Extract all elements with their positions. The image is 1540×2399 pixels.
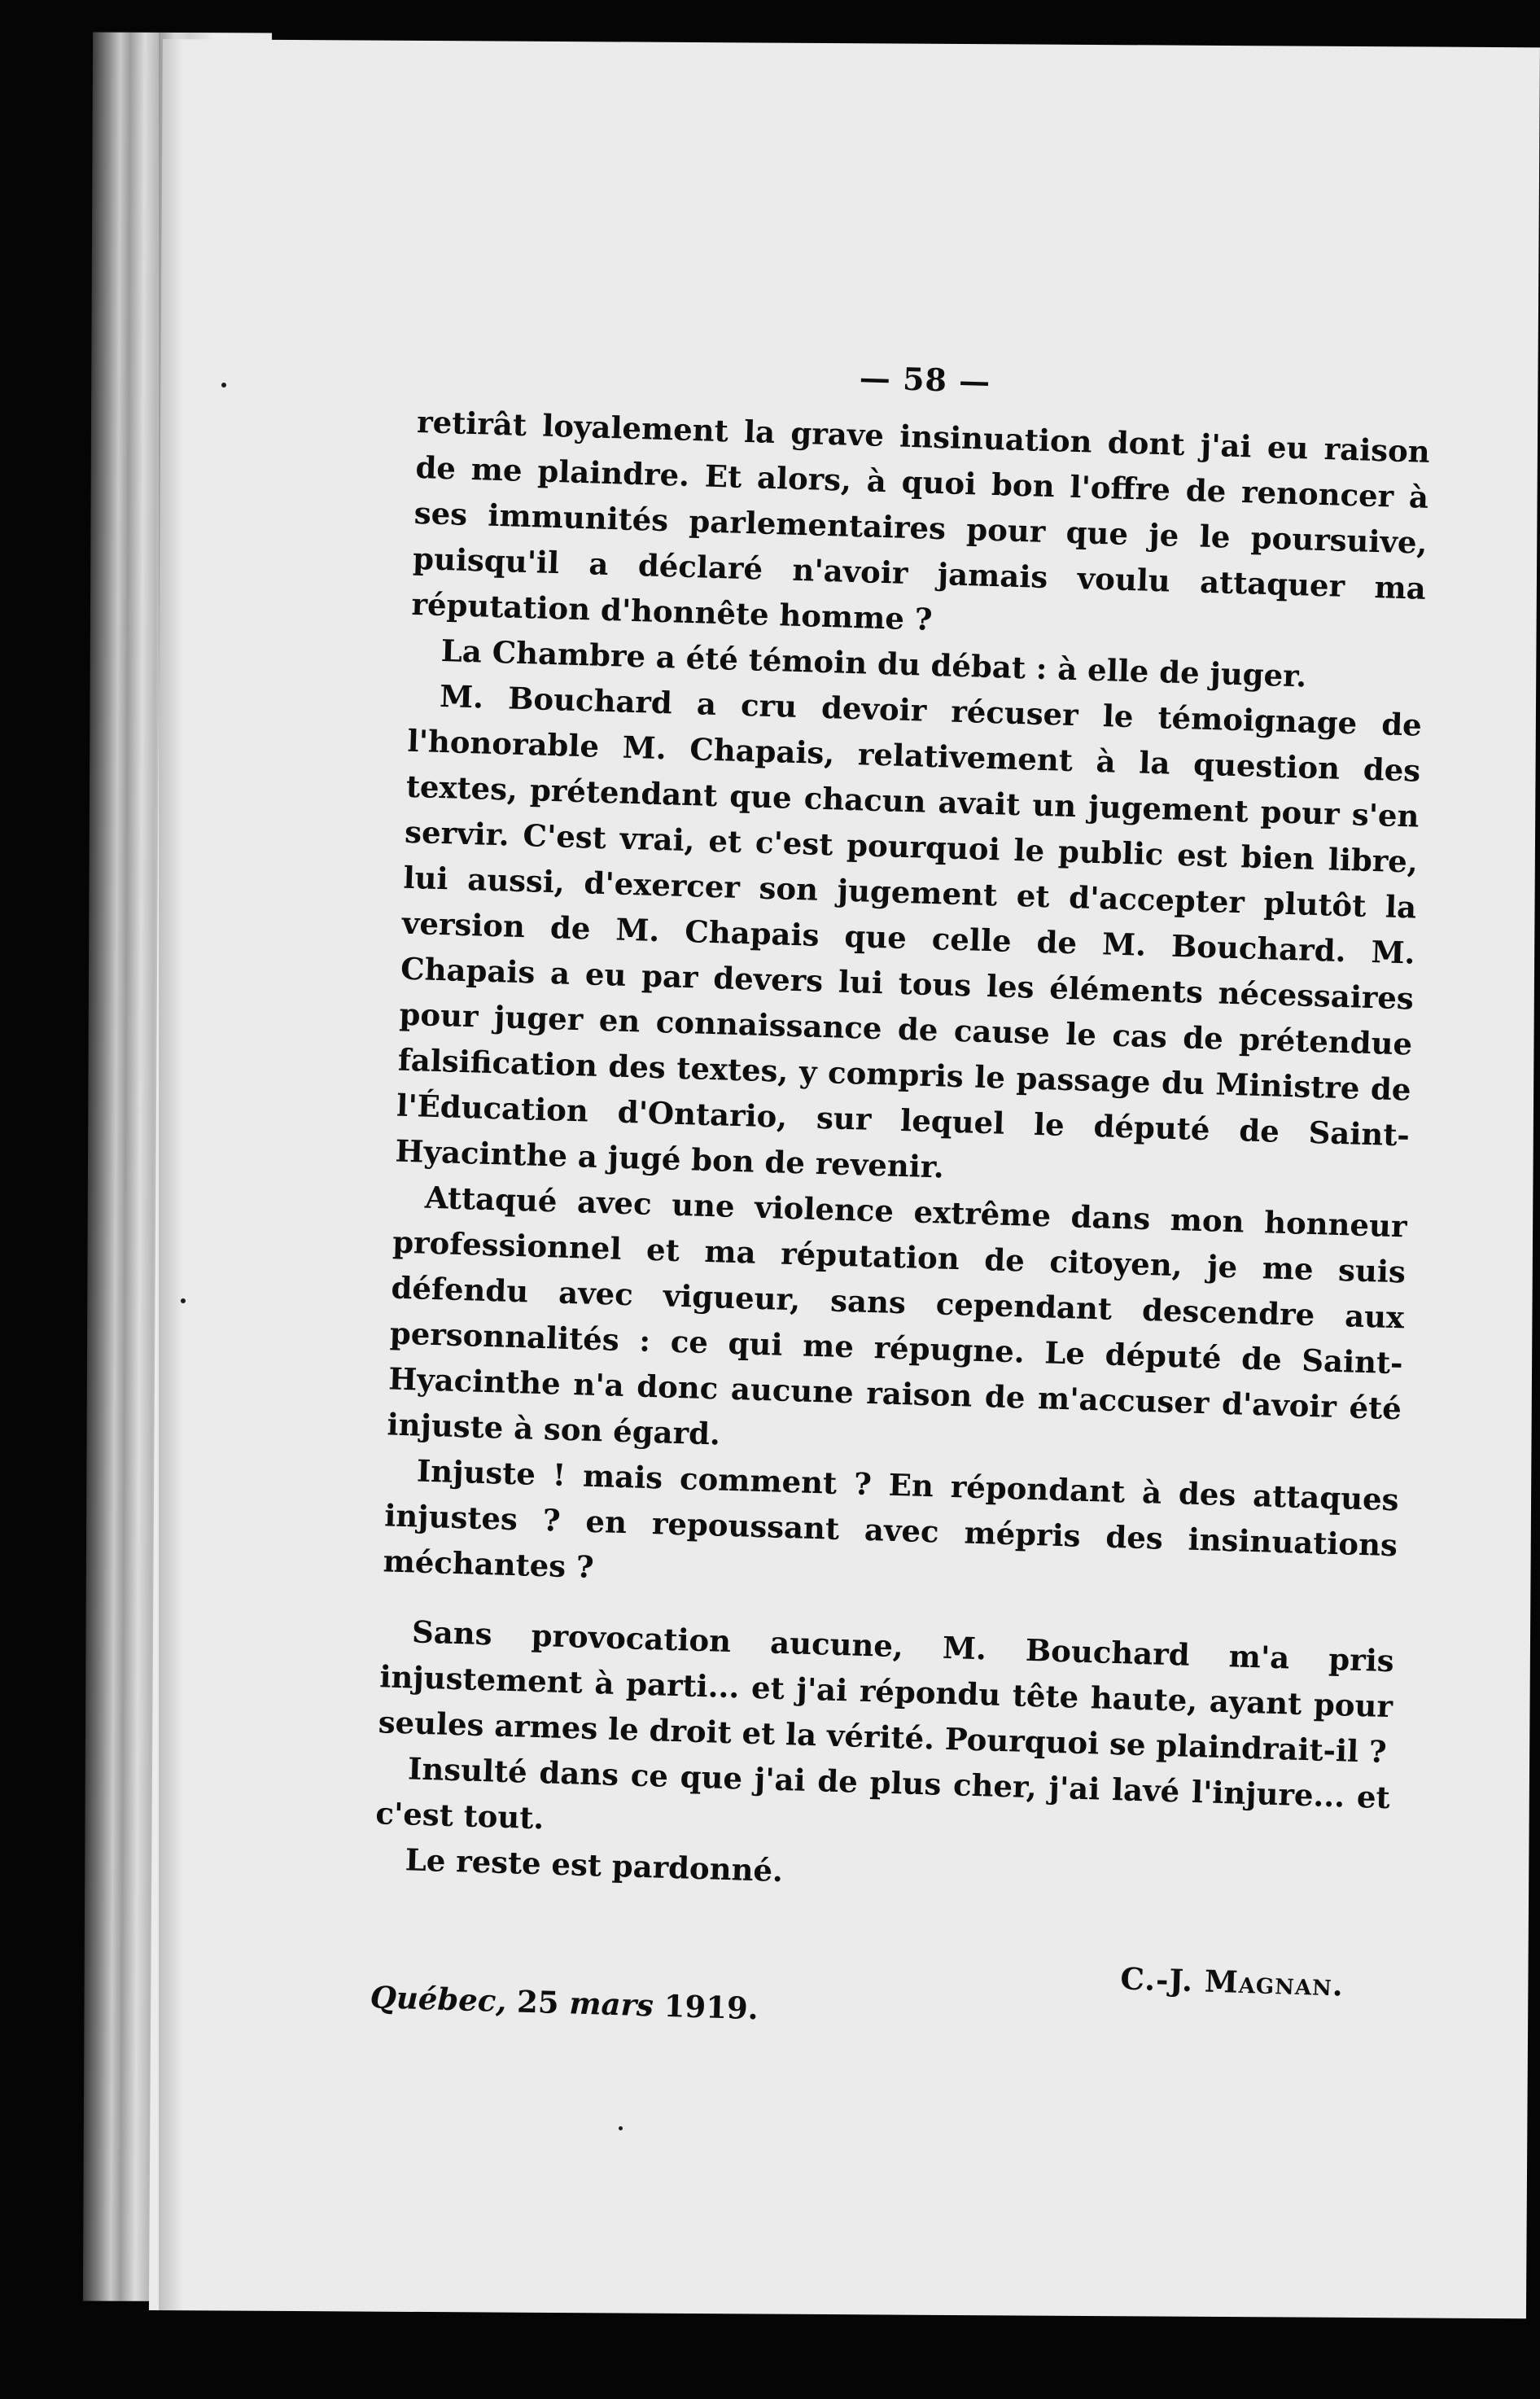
dateline-place: Québec, bbox=[370, 1979, 507, 2020]
paragraph: retirât loyalement la grave insinuation dont j'ai eu raison de me plaindre. Et alors, à quoi bon l'offre de renoncer à ses immunités parlementaires pour que je le poursuive, puisqu'il a déclaré n'avoir jamais voulu attaquer ma réputation d'honnête homme ? bbox=[410, 403, 1431, 637]
page-number: — 58 — bbox=[859, 359, 991, 400]
dust-speck bbox=[221, 383, 226, 387]
paragraph: Insulté dans ce que j'ai de plus cher, j'ai lavé l'injure... et c'est tout. bbox=[374, 1750, 1391, 1836]
paragraph: La Chambre a été témoin du débat : à elle de juger. bbox=[440, 632, 1307, 694]
paragraph: Attaqué avec une violence extrême dans mon honneur professionnel et ma réputation de citoyen, je me suis défendu avec vigueur, sans cependant descendre aux personnalités : ce qui me répugne. Le député de Saint-Hyacinthe n'a donc aucune raison de m'accuser d'avoir été injuste à son égard. bbox=[387, 1179, 1408, 1452]
author-signature: C.-J. Magnan. bbox=[1119, 1960, 1345, 2003]
dust-speck bbox=[619, 2126, 623, 2130]
paragraph: M. Bouchard a cru devoir récuser le témoignage de l'honorable M. Chapais, relativement à la question des textes, prétendant que chacun avait un jugement pour s'en servir. C'est vrai, et c'est pourquoi le public est bien libre, lui aussi, d'exercer son jugement et d'accepter plutôt la version de M. Chapais que celle de M. Bouchard. M. Chapais a eu par devers lui tous les éléments nécessaires pour juger en connaissance de cause le cas de prétendue falsification des textes, y compris le passage du Ministre de l'Éducation d'Ontario, sur lequel le député de Saint-Hyacinthe a jugé bon de revenir. bbox=[395, 677, 1423, 1185]
dust-speck bbox=[181, 1298, 186, 1303]
dateline-year: 1919. bbox=[663, 1987, 759, 2027]
page-shadow bbox=[159, 33, 183, 2312]
page-text bbox=[370, 346, 1432, 2045]
paragraph: Injuste ! mais comment ? En répondant à des attaques injustes ? en repoussant avec mépris des insinuations méchantes ? bbox=[383, 1452, 1400, 1586]
paragraph: Le reste est pardonné. bbox=[405, 1841, 784, 1889]
dateline-month: mars bbox=[568, 1985, 654, 2024]
dateline-day: 25 bbox=[516, 1983, 560, 2020]
paragraph: Sans provocation aucune, M. Bouchard m'a pris injustement à parti... et j'ai répondu tête haute, ayant pour seules armes le droit et la vérité. Pourquoi se plaindrait-il ? bbox=[378, 1613, 1395, 1771]
